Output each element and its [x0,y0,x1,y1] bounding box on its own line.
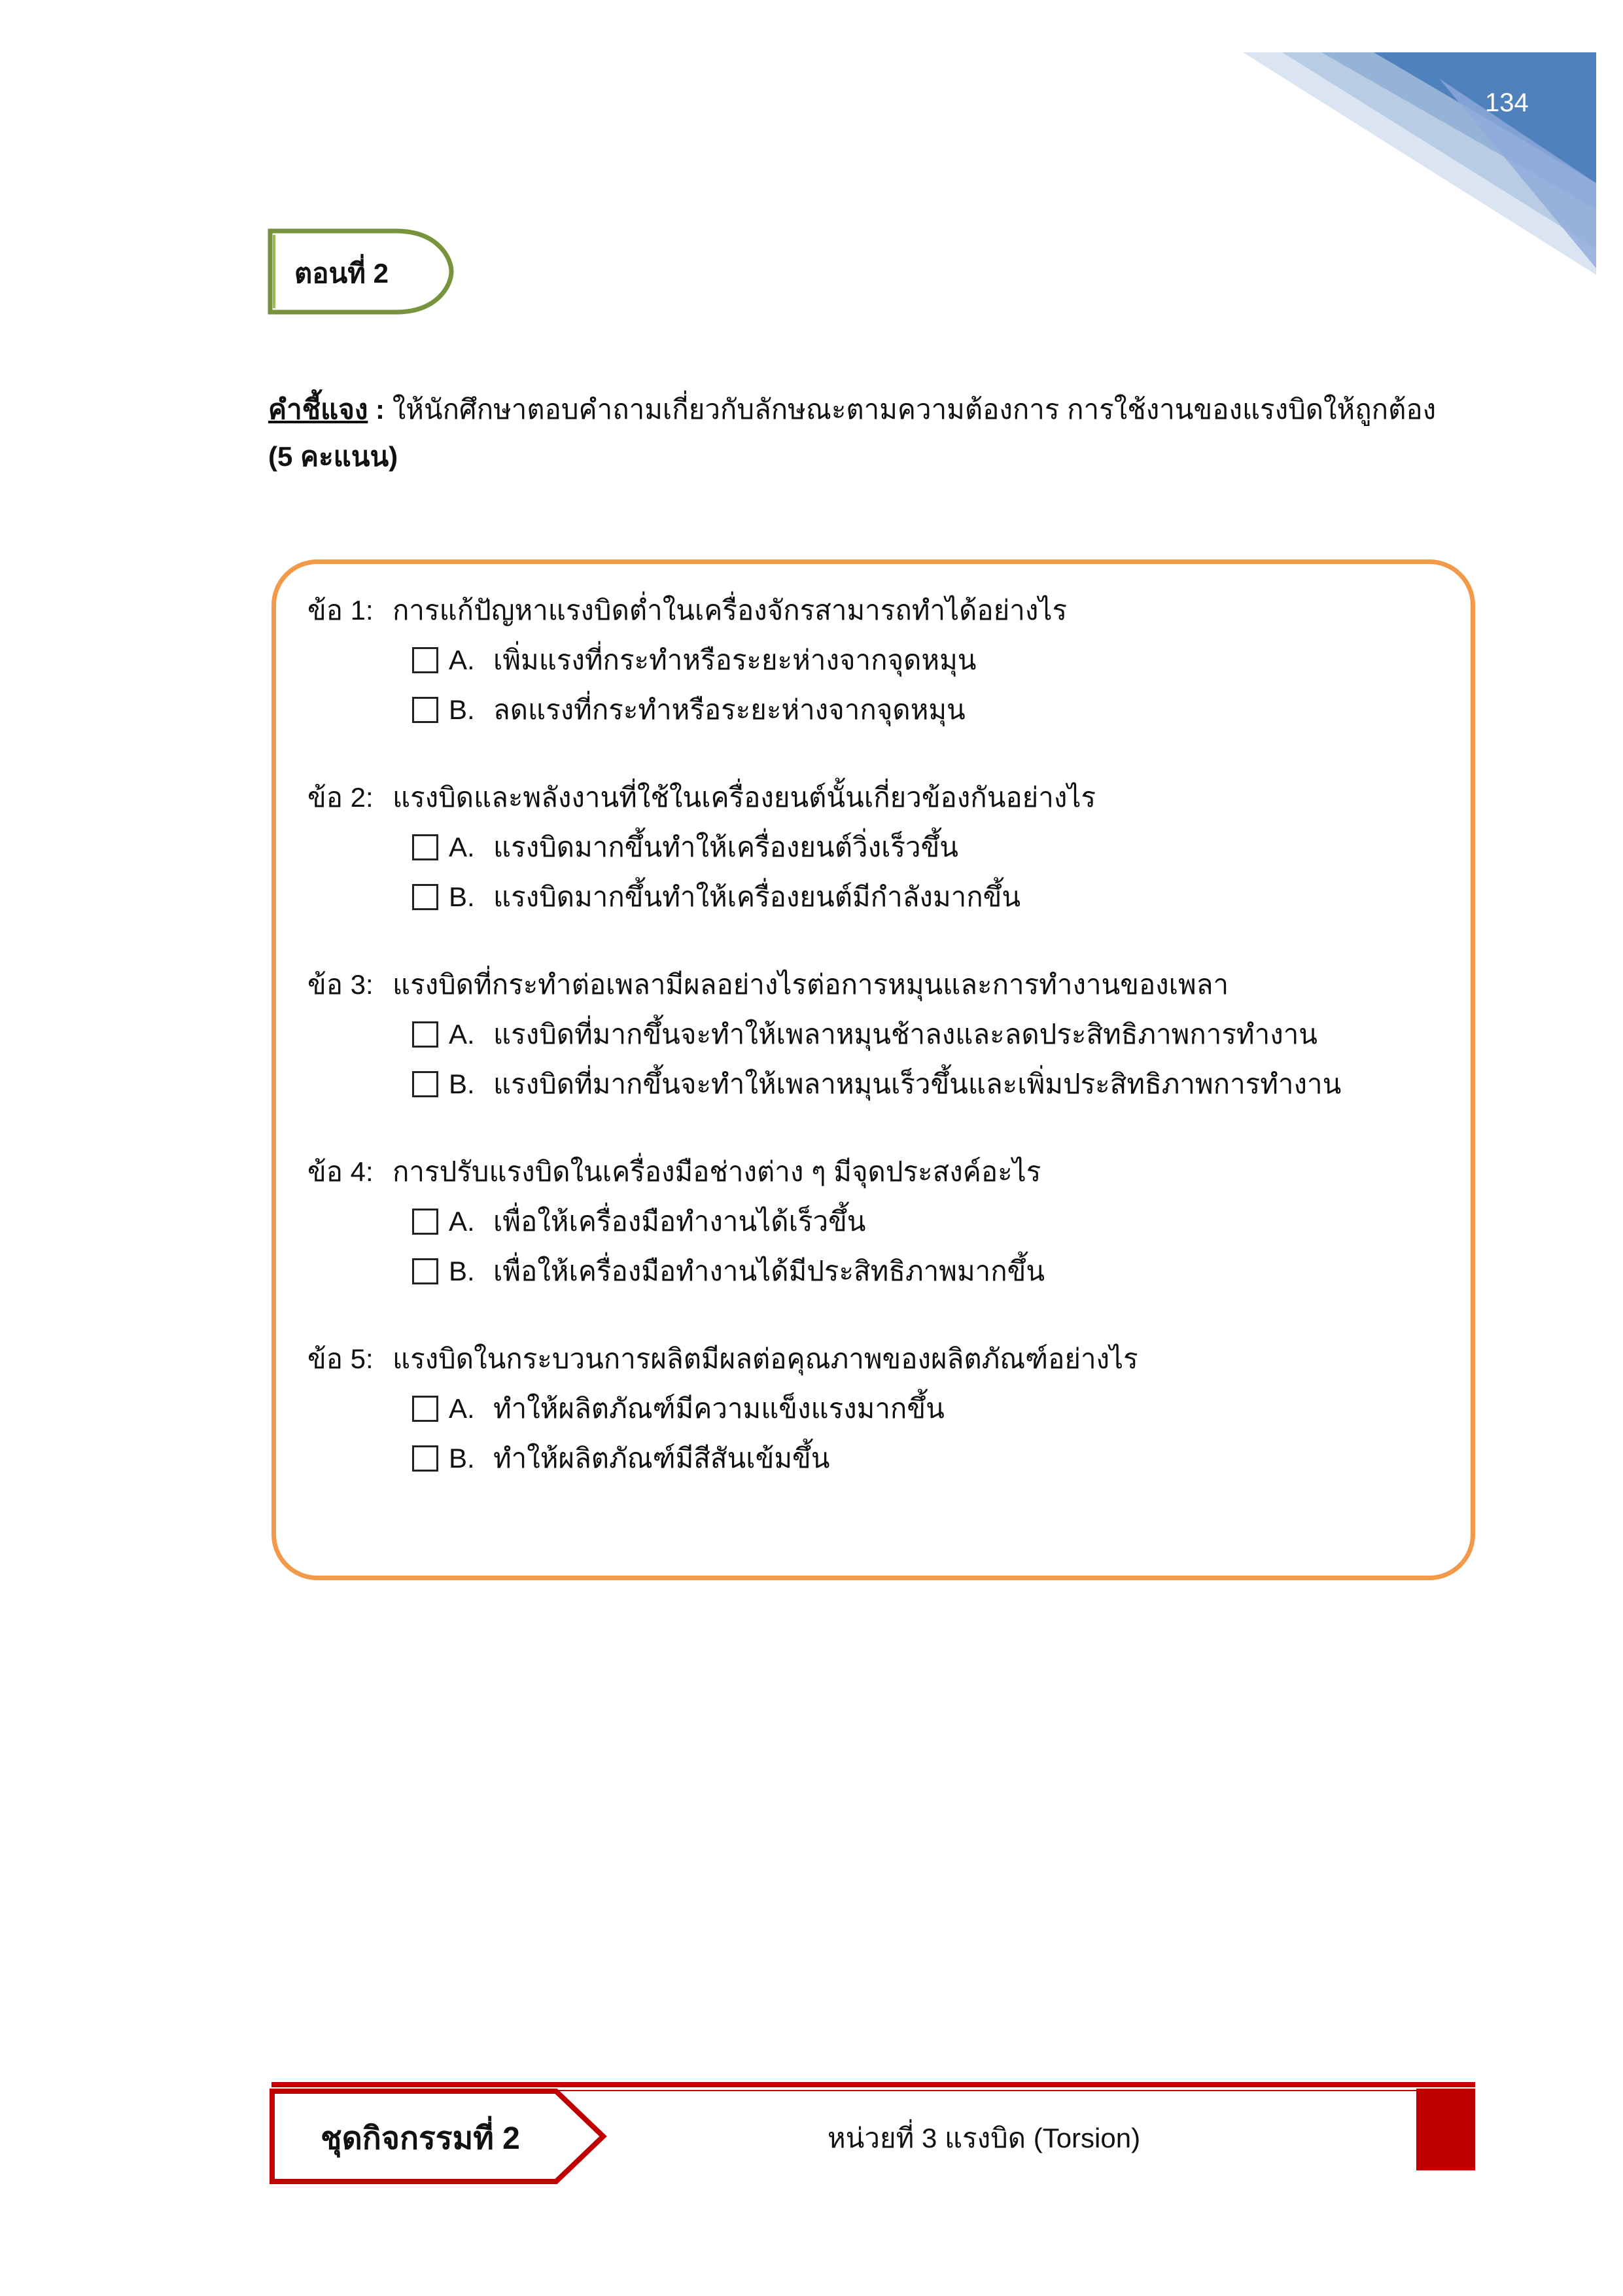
option-letter: B. [449,1069,475,1099]
question-text: แรงบิดและพลังงานที่ใช้ในเครื่องยนต์นั้นเกี่ยวข้องกันอย่างไร [393,782,1096,813]
option-a[interactable] [307,822,1446,872]
option-text: แรงบิดมากขึ้นทำให้เครื่องยนต์วิ่งเร็วขึ้น [493,832,959,862]
activity-label: ชุดกิจกรรมที่ 2 [321,2121,520,2156]
page-number: 134 [1485,88,1529,117]
option-letter: B. [449,1256,475,1286]
checkbox[interactable] [412,697,438,723]
question-4 [307,1147,1446,1296]
question-number: ข้อ 2: [307,782,374,813]
question-text: แรงบิดที่กระทำต่อเพลามีผลอย่างไรต่อการหมุนและการทำงานของเพลา [393,969,1229,1000]
question-text: แรงบิดในกระบวนการผลิตมีผลต่อคุณภาพของผลิตภัณฑ์อย่างไร [393,1343,1138,1374]
option-letter: A. [449,1393,475,1424]
checkbox[interactable] [412,834,438,860]
section-label: ตอนที่ 2 [294,258,389,289]
option-letter: A. [449,832,475,862]
question-text: การแก้ปัญหาแรงบิดต่ำในเครื่องจักรสามารถทำได้อย่างไร [393,595,1068,626]
option-text: เพื่อให้เครื่องมือทำงานได้มีประสิทธิภาพมากขึ้น [493,1256,1045,1286]
question-list [307,586,1446,1521]
option-letter: B. [449,694,475,725]
footer-block [1416,2089,1475,2170]
checkbox[interactable] [412,1445,438,1472]
option-text: ทำให้ผลิตภัณฑ์มีสีสันเข้มขึ้น [493,1443,830,1474]
option-b[interactable] [307,1059,1446,1109]
option-letter: A. [449,1019,475,1050]
option-b[interactable] [307,1246,1446,1296]
question-2 [307,773,1446,922]
unit-label: หน่วยที่ 3 แรงบิด (Torsion) [828,2123,1141,2153]
option-a[interactable] [307,1197,1446,1246]
option-b[interactable] [307,685,1446,735]
option-text: เพิ่มแรงที่กระทำหรือระยะห่างจากจุดหมุน [493,645,977,675]
checkbox[interactable] [412,1396,438,1422]
option-a[interactable] [307,1010,1446,1059]
question-text: การปรับแรงบิดในเครื่องมือช่างต่าง ๆ มีจุดประสงค์อะไร [393,1156,1041,1187]
option-letter: B. [449,1443,475,1474]
score-note: (5 คะแนน) [268,441,398,472]
question-3 [307,960,1446,1109]
question-1 [307,586,1446,735]
option-b[interactable] [307,1434,1446,1483]
option-b[interactable] [307,872,1446,922]
option-a[interactable] [307,1384,1446,1434]
checkbox[interactable] [412,1021,438,1048]
question-number: ข้อ 4: [307,1156,374,1187]
checkbox[interactable] [412,884,438,910]
footer-rule [271,2082,1475,2087]
instructions-label: คำชี้แจง [268,394,368,425]
corner-decoration [1243,52,1596,275]
option-text: แรงบิดที่มากขึ้นจะทำให้เพลาหมุนเร็วขึ้นและเพิ่มประสิทธิภาพการทำงาน [493,1069,1342,1099]
option-text: แรงบิดที่มากขึ้นจะทำให้เพลาหมุนช้าลงและลดประสิทธิภาพการทำงาน [493,1019,1318,1050]
option-letter: A. [449,1206,475,1237]
instructions [268,386,1459,480]
option-letter: B. [449,881,475,912]
option-text: ลดแรงที่กระทำหรือระยะห่างจากจุดหมุน [493,694,966,725]
checkbox[interactable] [412,1071,438,1097]
question-number: ข้อ 1: [307,595,374,626]
option-a[interactable] [307,635,1446,685]
checkbox[interactable] [412,647,438,673]
checkbox[interactable] [412,1209,438,1235]
option-letter: A. [449,645,475,675]
instructions-text: ให้นักศึกษาตอบคำถามเกี่ยวกับลักษณะตามความต้องการ การใช้งานของแรงบิดให้ถูกต้อง [385,394,1437,425]
instructions-colon: : [368,394,385,425]
question-number: ข้อ 5: [307,1343,374,1374]
checkbox[interactable] [412,1258,438,1284]
question-5 [307,1334,1446,1483]
question-number: ข้อ 3: [307,969,374,1000]
option-text: ทำให้ผลิตภัณฑ์มีความแข็งแรงมากขึ้น [493,1393,945,1424]
option-text: เพื่อให้เครื่องมือทำงานได้เร็วขึ้น [493,1206,866,1237]
option-text: แรงบิดมากขึ้นทำให้เครื่องยนต์มีกำลังมากขึ้น [493,881,1021,912]
